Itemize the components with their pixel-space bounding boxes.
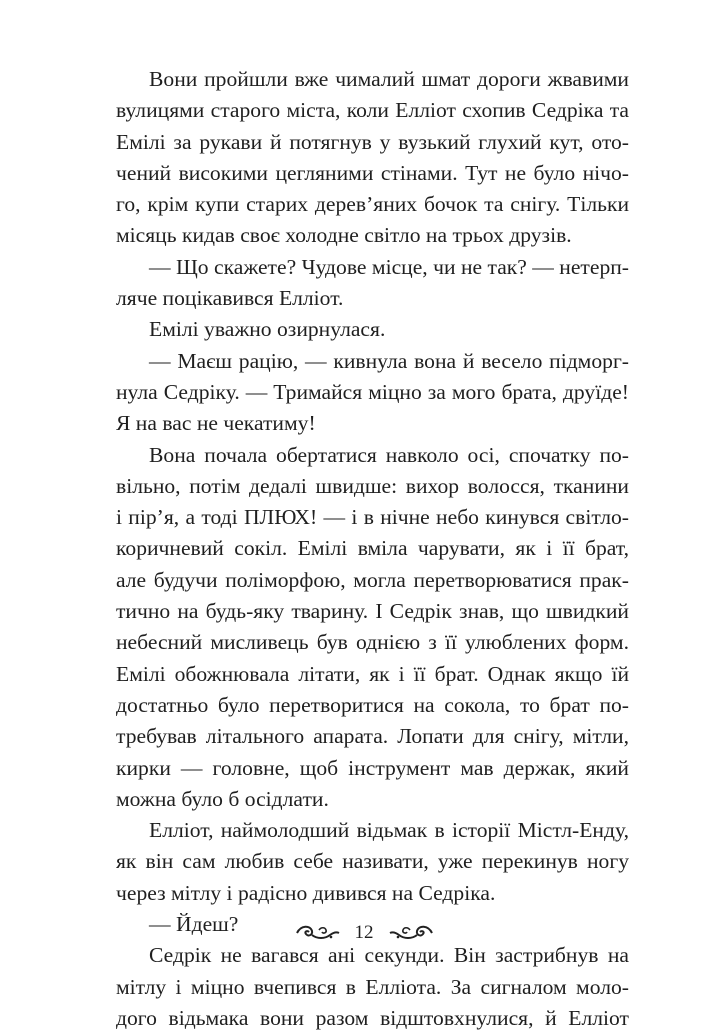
text-line: — Маєш рацію, — кивнула вона й весело підморг-: [149, 348, 629, 373]
text-line: нула Седріку. — Тримайся міцно за мого брата, друїде!: [116, 379, 629, 404]
text-line: — Йдеш?: [149, 912, 239, 937]
paragraph: [116, 346, 629, 440]
text-line: вулицями старого міста, коли Елліот схопив Седріка та: [116, 98, 629, 123]
text-line: через мітлу і радісно дивився на Седріка.: [116, 880, 496, 905]
left-flourish-icon: [295, 924, 341, 942]
text-line: Емілі обожнювала літати, як і її брат. Однак якщо їй: [116, 661, 629, 686]
paragraph: [116, 314, 629, 345]
text-line: требував літального апарата. Лопати для снігу, мітли,: [116, 724, 629, 749]
text-line: небесний мисливець був однією з її улюблених форм.: [116, 630, 629, 655]
text-line: але будучи поліморфою, могла перетворюватися прак-: [116, 567, 629, 592]
text-line: тично на будь-яку тварину. І Седрік знав, що швидкий: [116, 599, 629, 624]
text-line: ляче поцікавився Елліот.: [116, 286, 344, 311]
right-flourish-icon: [388, 924, 434, 942]
text-line: Вони пройшли вже чималий шмат дороги жвавими: [149, 67, 629, 91]
paragraph: [116, 64, 629, 252]
text-line: Седрік не вагався ані секунди. Він застрибнув на: [149, 943, 629, 968]
page-footer: [0, 916, 728, 950]
text-line: достатньо було перетворитися на сокола, то брат по-: [116, 692, 629, 717]
paragraph: [116, 440, 629, 816]
text-line: чений високими цегляними стінами. Тут не було нічо-: [116, 160, 629, 185]
text-line: можна було б осідлати.: [116, 786, 329, 811]
text-line: вільно, потім дедалі швидше: вихор волосся, тканини: [116, 473, 629, 498]
paragraph: [116, 252, 629, 315]
text-line: місяць кидав своє холодне світло на трьох друзів.: [116, 223, 572, 248]
text-line: кирки — головне, щоб інструмент мав держак, який: [116, 755, 629, 780]
text-line: — Що скажете? Чудове місце, чи не так? — нетерп-: [149, 254, 629, 279]
text-line: Вона почала обертатися навколо осі, спочатку по-: [149, 442, 629, 467]
text-line: як він сам любив себе називати, уже перекинув ногу: [116, 849, 629, 874]
text-line: го, крім купи старих дерев’яних бочок та снігу. Тільки: [116, 192, 629, 217]
paragraph: [116, 940, 629, 1034]
page-number: 12: [354, 922, 374, 943]
text-line: мітлу і міцно вчепився в Елліота. За сигналом моло-: [116, 974, 629, 999]
text-line: дого відьмака вони разом відштовхнулися, й Елліот: [116, 1005, 629, 1030]
text-line: Емілі за рукави й потягнув у вузький глухий кут, ото-: [116, 129, 629, 154]
paragraph: [116, 815, 629, 909]
body-text: [116, 64, 629, 1034]
text-line: Елліот, наймолодший відьмак в історії Містл-Енду,: [149, 818, 629, 843]
text-line: Я на вас не чекатиму!: [116, 411, 316, 436]
text-line: коричневий сокіл. Емілі вміла чарувати, як і її брат,: [116, 536, 629, 561]
text-line: і пір’я, а тоді ПЛЮХ! — і в нічне небо кинувся світло-: [116, 505, 629, 530]
text-line: Емілі уважно озирнулася.: [149, 317, 386, 342]
